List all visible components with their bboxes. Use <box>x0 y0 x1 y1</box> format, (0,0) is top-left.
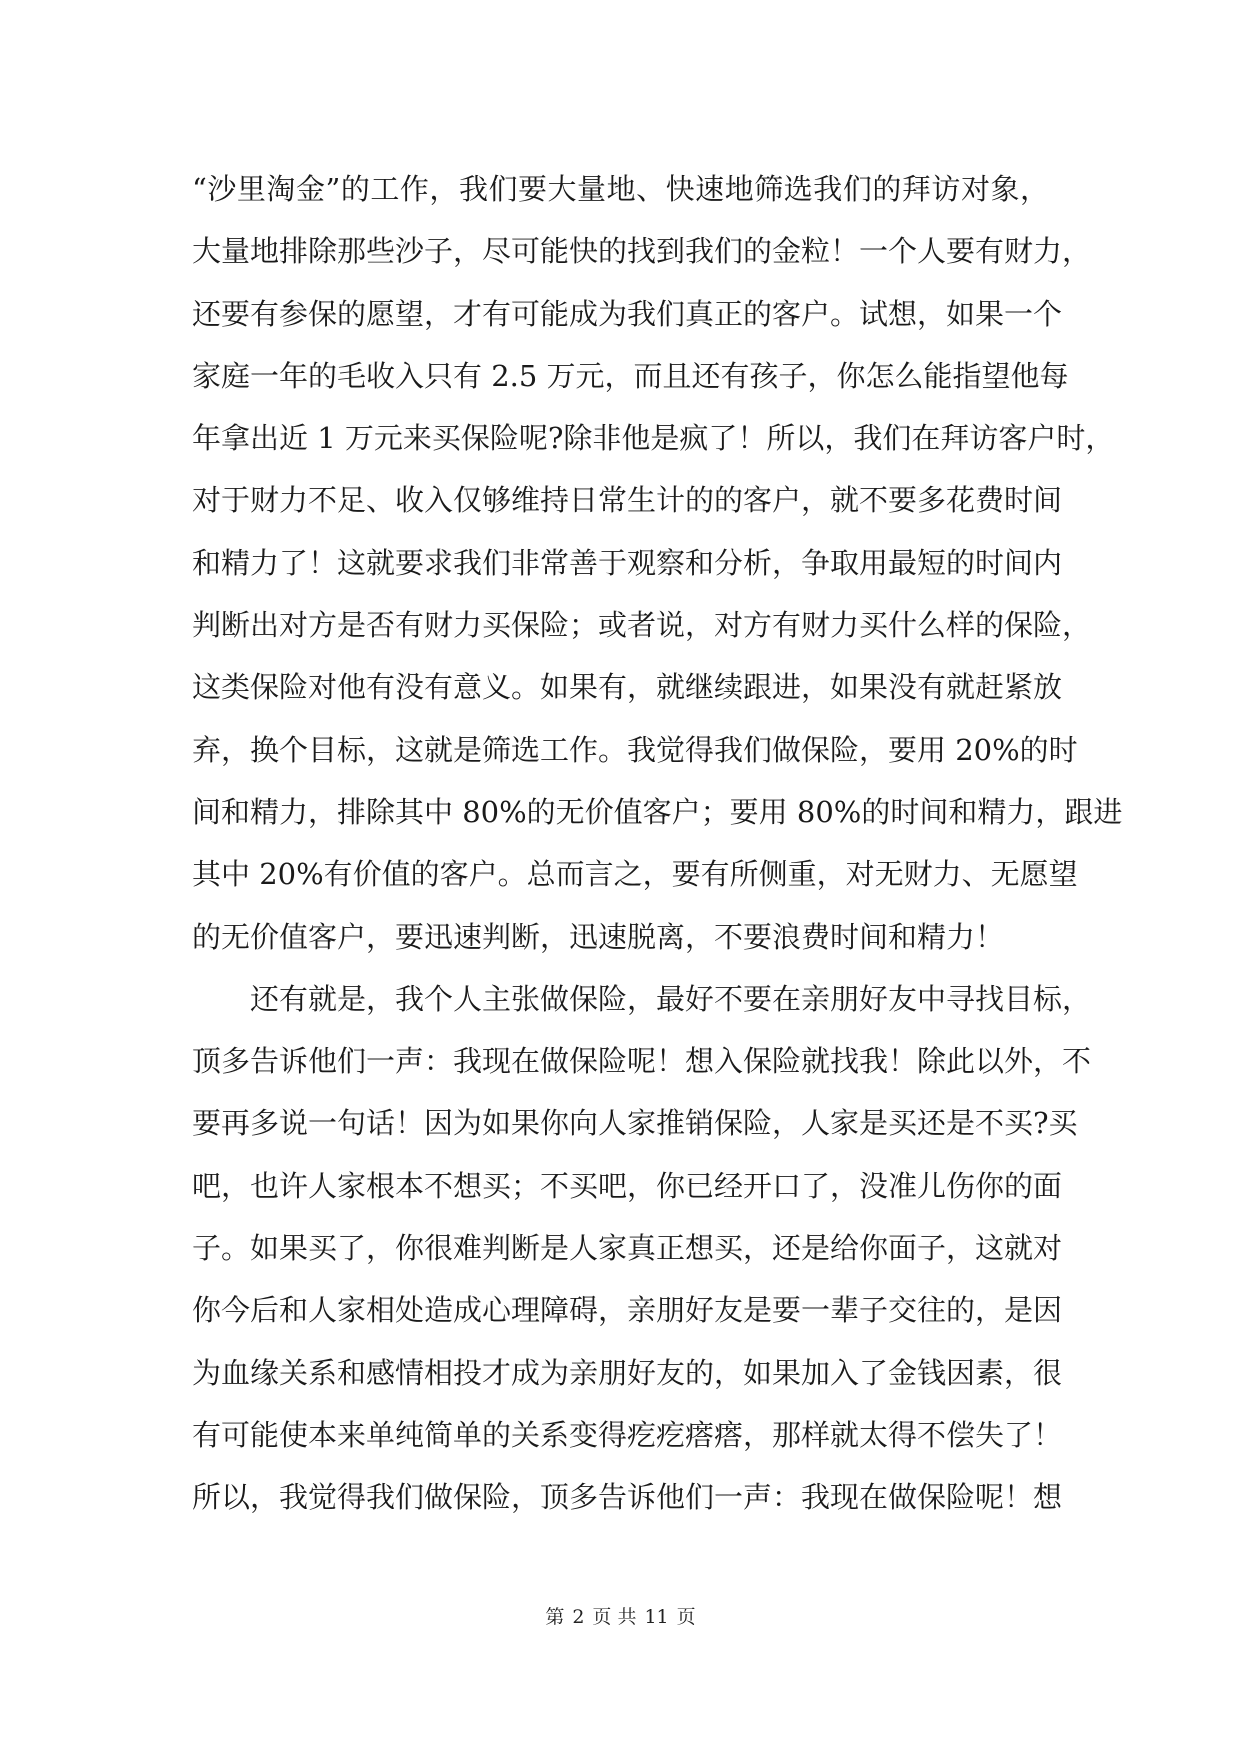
text-line-9: 这类保险对他有没有意义。如果有，就继续跟进，如果没有就赶紧放 <box>192 670 1063 705</box>
text-line-14: 还有就是，我个人主张做保险，最好不要在亲朋好友中寻找目标， <box>250 981 1092 1016</box>
page-footer <box>0 1602 1241 1629</box>
text-line-18: 子。如果买了，你很难判断是人家真正想买，还是给你面子，这就对 <box>192 1231 1063 1266</box>
text-line-6: 对于财力不足、收入仅够维持日常生计的的客户，就不要多花费时间 <box>192 483 1063 518</box>
footer-total-pages: 11 <box>644 1606 669 1628</box>
document-body <box>192 158 1123 1529</box>
text-line-21: 有可能使本来单纯简单的关系变得疙疙瘩瘩，那样就太得不偿失了！ <box>192 1417 1063 1452</box>
text-line-1: “沙里淘金”的工作，我们要大量地、快速地筛选我们的拜访对象， <box>192 172 1049 206</box>
text-line-11: 间和精力，排除其中 80%的无价值客户；要用 80%的时间和精力，跟进 <box>192 794 1123 829</box>
text-line-7: 和精力了！这就要求我们非常善于观察和分析，争取用最短的时间内 <box>192 545 1063 580</box>
text-line-13: 的无价值客户，要迅速判断，迅速脱离，不要浪费时间和精力！ <box>192 919 1005 954</box>
text-line-15: 顶多告诉他们一声：我现在做保险呢！想入保险就找我！除此以外，不 <box>192 1044 1092 1079</box>
footer-middle: 页 共 <box>592 1606 637 1628</box>
text-line-19: 你今后和人家相处造成心理障碍，亲朋好友是要一辈子交往的，是因 <box>192 1293 1063 1328</box>
text-line-4: 家庭一年的毛收入只有 2.5 万元，而且还有孩子，你怎么能指望他每 <box>192 358 1069 393</box>
text-line-5: 年拿出近 1 万元来买保险呢?除非他是疯了！所以，我们在拜访客户时， <box>192 421 1115 456</box>
text-line-22: 所以，我觉得我们做保险，顶多告诉他们一声：我现在做保险呢！想 <box>192 1480 1063 1515</box>
text-line-17: 吧，也许人家根本不想买；不买吧，你已经开口了，没准儿伤你的面 <box>192 1168 1063 1203</box>
text-line-3: 还要有参保的愿望，才有可能成为我们真正的客户。试想，如果一个 <box>192 296 1063 331</box>
text-line-10: 弃，换个目标，这就是筛选工作。我觉得我们做保险，要用 20%的时 <box>192 732 1078 767</box>
text-line-2: 大量地排除那些沙子，尽可能快的找到我们的金粒！一个人要有财力， <box>192 234 1092 269</box>
text-line-12: 其中 20%有价值的客户。总而言之，要有所侧重，对无财力、无愿望 <box>192 857 1078 892</box>
text-line-16: 要再多说一句话！因为如果你向人家推销保险，人家是买还是不买?买 <box>192 1106 1078 1141</box>
text-line-8: 判断出对方是否有财力买保险；或者说，对方有财力买什么样的保险， <box>192 608 1092 643</box>
footer-current-page: 2 <box>572 1606 585 1628</box>
text-line-20: 为血缘关系和感情相投才成为亲朋好友的，如果加入了金钱因素，很 <box>192 1355 1063 1390</box>
footer-prefix: 第 <box>545 1606 565 1628</box>
footer-suffix: 页 <box>676 1606 696 1628</box>
